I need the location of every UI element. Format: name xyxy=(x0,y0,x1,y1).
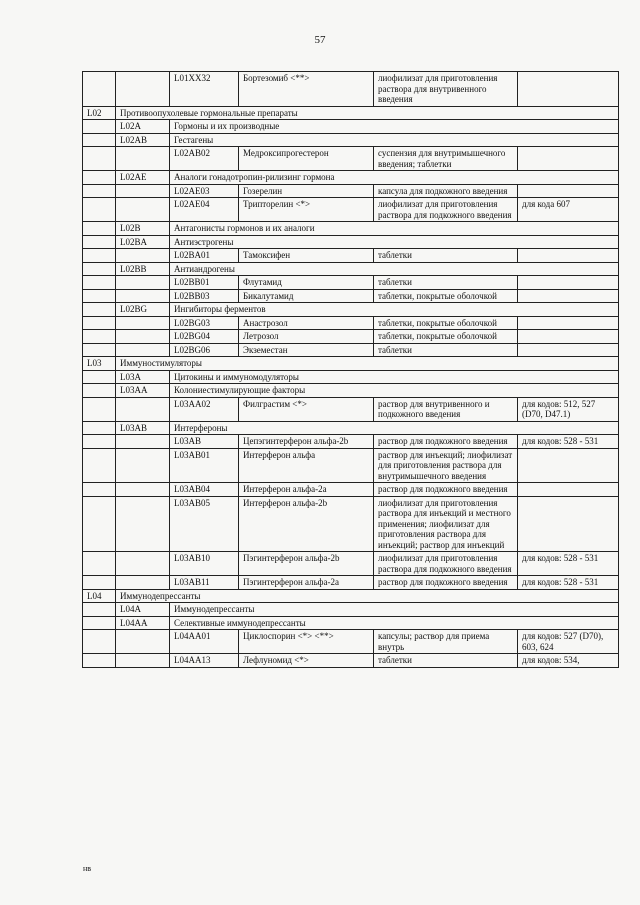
group-title-cell: Иммуностимуляторы xyxy=(116,357,619,371)
atc-code-cell: L03AB xyxy=(170,435,239,449)
note-cell xyxy=(518,483,619,497)
dosage-form-cell: лиофилизат для приготовления раствора для подкожного введения xyxy=(374,198,518,222)
group-title-cell: Гестагены xyxy=(170,133,619,147)
level2-code-cell: L03A xyxy=(116,370,170,384)
level1-code-cell xyxy=(83,448,116,483)
group-title-cell: Иммунодепрессанты xyxy=(116,589,619,603)
level1-code-cell xyxy=(83,72,116,107)
level1-code-cell xyxy=(83,262,116,276)
table-row xyxy=(83,276,619,290)
level1-code-cell xyxy=(83,616,116,630)
table-row xyxy=(83,435,619,449)
level1-code-cell: L04 xyxy=(83,589,116,603)
level2-code-cell: L04AA xyxy=(116,616,170,630)
level1-code-cell xyxy=(83,184,116,198)
note-cell: для кодов: 528 - 531 xyxy=(518,552,619,576)
table-row xyxy=(83,576,619,590)
drug-name-cell: Анастрозол xyxy=(239,316,374,330)
table-row xyxy=(83,330,619,344)
note-cell: для кодов: 512, 527 (D70, D47.1) xyxy=(518,397,619,421)
level1-code-cell xyxy=(83,370,116,384)
level1-code-cell xyxy=(83,303,116,317)
drug-name-cell: Лефлуномид <*> xyxy=(239,654,374,668)
dosage-form-cell: таблетки, покрытые оболочкой xyxy=(374,330,518,344)
level2-code-cell: L02AE xyxy=(116,171,170,185)
level2-code-cell xyxy=(116,496,170,552)
table-row xyxy=(83,106,619,120)
dosage-form-cell: таблетки xyxy=(374,249,518,263)
drug-list-table xyxy=(82,71,619,668)
group-title-cell: Цитокины и иммуномодуляторы xyxy=(170,370,619,384)
level2-code-cell: L02B xyxy=(116,222,170,236)
level2-code-cell xyxy=(116,289,170,303)
table-row xyxy=(83,370,619,384)
level1-code-cell xyxy=(83,603,116,617)
level2-code-cell xyxy=(116,448,170,483)
level1-code-cell xyxy=(83,289,116,303)
level2-code-cell xyxy=(116,184,170,198)
level1-code-cell: L03 xyxy=(83,357,116,371)
level2-code-cell: L02A xyxy=(116,120,170,134)
dosage-form-cell: капсула для подкожного введения xyxy=(374,184,518,198)
level2-code-cell xyxy=(116,276,170,290)
atc-code-cell: L03AB01 xyxy=(170,448,239,483)
atc-code-cell: L03AA02 xyxy=(170,397,239,421)
drug-name-cell: Пэгинтерферон альфа-2b xyxy=(239,552,374,576)
level1-code-cell xyxy=(83,421,116,435)
level1-code-cell xyxy=(83,249,116,263)
drug-name-cell: Бикалутамид xyxy=(239,289,374,303)
atc-code-cell: L02AE03 xyxy=(170,184,239,198)
table-row xyxy=(83,552,619,576)
drug-name-cell: Цепэгинтерферон альфа-2b xyxy=(239,435,374,449)
level2-code-cell xyxy=(116,249,170,263)
level2-code-cell xyxy=(116,630,170,654)
atc-code-cell: L02BG04 xyxy=(170,330,239,344)
table-row xyxy=(83,654,619,668)
atc-code-cell: L03AB11 xyxy=(170,576,239,590)
table-row xyxy=(83,630,619,654)
note-cell: для кодов: 527 (D70), 603, 624 xyxy=(518,630,619,654)
level1-code-cell xyxy=(83,654,116,668)
dosage-form-cell: раствор для внутривенного и подкожного введения xyxy=(374,397,518,421)
level1-code-cell xyxy=(83,397,116,421)
note-cell xyxy=(518,289,619,303)
table-row xyxy=(83,262,619,276)
level2-code-cell: L02BG xyxy=(116,303,170,317)
level1-code-cell xyxy=(83,222,116,236)
dosage-form-cell: таблетки xyxy=(374,276,518,290)
table-row xyxy=(83,72,619,107)
table-row xyxy=(83,616,619,630)
atc-code-cell: L03AB04 xyxy=(170,483,239,497)
level2-code-cell: L02BA xyxy=(116,235,170,249)
level1-code-cell xyxy=(83,133,116,147)
table-row xyxy=(83,289,619,303)
level1-code-cell xyxy=(83,384,116,398)
group-title-cell: Колониестимулирующие факторы xyxy=(170,384,619,398)
group-title-cell: Аналоги гонадотропин-рилизинг гормона xyxy=(170,171,619,185)
drug-name-cell: Флутамид xyxy=(239,276,374,290)
table-row xyxy=(83,198,619,222)
level1-code-cell xyxy=(83,483,116,497)
level1-code-cell xyxy=(83,120,116,134)
atc-code-cell: L02BB03 xyxy=(170,289,239,303)
drug-name-cell: Пэгинтерферон альфа-2а xyxy=(239,576,374,590)
atc-code-cell: L04AA01 xyxy=(170,630,239,654)
table-row xyxy=(83,448,619,483)
atc-code-cell: L03AB10 xyxy=(170,552,239,576)
level1-code-cell xyxy=(83,330,116,344)
drug-name-cell: Трипторелин <*> xyxy=(239,198,374,222)
note-cell xyxy=(518,496,619,552)
note-cell xyxy=(518,276,619,290)
level2-code-cell xyxy=(116,330,170,344)
table-row xyxy=(83,603,619,617)
level1-code-cell xyxy=(83,496,116,552)
page-number: 57 xyxy=(314,34,326,46)
table-row xyxy=(83,303,619,317)
level1-code-cell xyxy=(83,276,116,290)
group-title-cell: Интерфероны xyxy=(170,421,619,435)
table-row xyxy=(83,184,619,198)
level2-code-cell xyxy=(116,198,170,222)
dosage-form-cell: лиофилизат для приготовления раствора для инъекций и местного применения; лиофилизат для приготовления раствора для инъекций; раствор для инъекций xyxy=(374,496,518,552)
group-title-cell: Антиандрогены xyxy=(170,262,619,276)
dosage-form-cell: раствор для подкожного введения xyxy=(374,483,518,497)
note-cell: для кодов: 528 - 531 xyxy=(518,576,619,590)
note-cell xyxy=(518,72,619,107)
level1-code-cell xyxy=(83,576,116,590)
atc-code-cell: L02BB01 xyxy=(170,276,239,290)
table-row xyxy=(83,421,619,435)
note-cell xyxy=(518,316,619,330)
note-cell xyxy=(518,343,619,357)
table-row xyxy=(83,133,619,147)
level2-code-cell xyxy=(116,654,170,668)
group-title-cell: Антагонисты гормонов и их аналоги xyxy=(170,222,619,236)
drug-name-cell: Медроксипрогестерон xyxy=(239,147,374,171)
drug-name-cell: Летрозол xyxy=(239,330,374,344)
atc-code-cell: L01XX32 xyxy=(170,72,239,107)
footer-mark: нв xyxy=(83,864,92,873)
atc-code-cell: L02AE04 xyxy=(170,198,239,222)
table-row xyxy=(83,171,619,185)
level2-code-cell xyxy=(116,72,170,107)
level1-code-cell xyxy=(83,435,116,449)
level2-code-cell: L03AB xyxy=(116,421,170,435)
dosage-form-cell: таблетки, покрытые оболочкой xyxy=(374,289,518,303)
level1-code-cell xyxy=(83,235,116,249)
note-cell xyxy=(518,249,619,263)
dosage-form-cell: раствор для инъекций; лиофилизат для приготовления раствора для внутримышечного введения xyxy=(374,448,518,483)
level2-code-cell xyxy=(116,147,170,171)
level2-code-cell: L02AB xyxy=(116,133,170,147)
level1-code-cell: L02 xyxy=(83,106,116,120)
note-cell: для кодов: 528 - 531 xyxy=(518,435,619,449)
drug-name-cell: Гозерелин xyxy=(239,184,374,198)
level2-code-cell xyxy=(116,316,170,330)
drug-name-cell: Филграстим <*> xyxy=(239,397,374,421)
dosage-form-cell: капсулы; раствор для приема внутрь xyxy=(374,630,518,654)
table-row xyxy=(83,343,619,357)
group-title-cell: Иммунодепрессанты xyxy=(170,603,619,617)
level1-code-cell xyxy=(83,147,116,171)
dosage-form-cell: раствор для подкожного введения xyxy=(374,435,518,449)
drug-name-cell: Интерферон альфа-2b xyxy=(239,496,374,552)
table-row xyxy=(83,589,619,603)
group-title-cell: Селективные иммунодепрессанты xyxy=(170,616,619,630)
table-row xyxy=(83,249,619,263)
level1-code-cell xyxy=(83,343,116,357)
dosage-form-cell: суспензия для внутримышечного введения; таблетки xyxy=(374,147,518,171)
level1-code-cell xyxy=(83,552,116,576)
note-cell xyxy=(518,147,619,171)
drug-name-cell: Бортезомиб <**> xyxy=(239,72,374,107)
atc-code-cell: L02BA01 xyxy=(170,249,239,263)
table-row xyxy=(83,483,619,497)
dosage-form-cell: лиофилизат для приготовления раствора для внутривенного введения xyxy=(374,72,518,107)
level2-code-cell: L02BB xyxy=(116,262,170,276)
group-title-cell: Гормоны и их производные xyxy=(170,120,619,134)
atc-code-cell: L02BG06 xyxy=(170,343,239,357)
table-row xyxy=(83,384,619,398)
note-cell: для кодов: 534, xyxy=(518,654,619,668)
group-title-cell: Антиэстрогены xyxy=(170,235,619,249)
table-row xyxy=(83,147,619,171)
dosage-form-cell: лиофилизат для приготовления раствора для подкожного введения xyxy=(374,552,518,576)
table-row xyxy=(83,316,619,330)
atc-code-cell: L02BG03 xyxy=(170,316,239,330)
level1-code-cell xyxy=(83,171,116,185)
dosage-form-cell: таблетки, покрытые оболочкой xyxy=(374,316,518,330)
level2-code-cell xyxy=(116,343,170,357)
note-cell xyxy=(518,184,619,198)
table-row xyxy=(83,496,619,552)
level2-code-cell: L04A xyxy=(116,603,170,617)
level2-code-cell xyxy=(116,397,170,421)
level1-code-cell xyxy=(83,198,116,222)
drug-name-cell: Циклоспорин <*> <**> xyxy=(239,630,374,654)
note-cell xyxy=(518,330,619,344)
group-title-cell: Противоопухолевые гормональные препараты xyxy=(116,106,619,120)
level1-code-cell xyxy=(83,630,116,654)
table-row xyxy=(83,235,619,249)
table-row xyxy=(83,397,619,421)
drug-name-cell: Интерферон альфа xyxy=(239,448,374,483)
group-title-cell: Ингибиторы ферментов xyxy=(170,303,619,317)
level2-code-cell: L03AA xyxy=(116,384,170,398)
drug-name-cell: Тамоксифен xyxy=(239,249,374,263)
table-row xyxy=(83,222,619,236)
level2-code-cell xyxy=(116,483,170,497)
level1-code-cell xyxy=(83,316,116,330)
atc-code-cell: L04AA13 xyxy=(170,654,239,668)
atc-code-cell: L03AB05 xyxy=(170,496,239,552)
atc-code-cell: L02AB02 xyxy=(170,147,239,171)
drug-name-cell: Экземестан xyxy=(239,343,374,357)
level2-code-cell xyxy=(116,552,170,576)
dosage-form-cell: раствор для подкожного введения xyxy=(374,576,518,590)
drug-name-cell: Интерферон альфа-2а xyxy=(239,483,374,497)
table-row xyxy=(83,357,619,371)
level2-code-cell xyxy=(116,435,170,449)
dosage-form-cell: таблетки xyxy=(374,654,518,668)
table-row xyxy=(83,120,619,134)
dosage-form-cell: таблетки xyxy=(374,343,518,357)
note-cell xyxy=(518,448,619,483)
note-cell: для кода 607 xyxy=(518,198,619,222)
level2-code-cell xyxy=(116,576,170,590)
